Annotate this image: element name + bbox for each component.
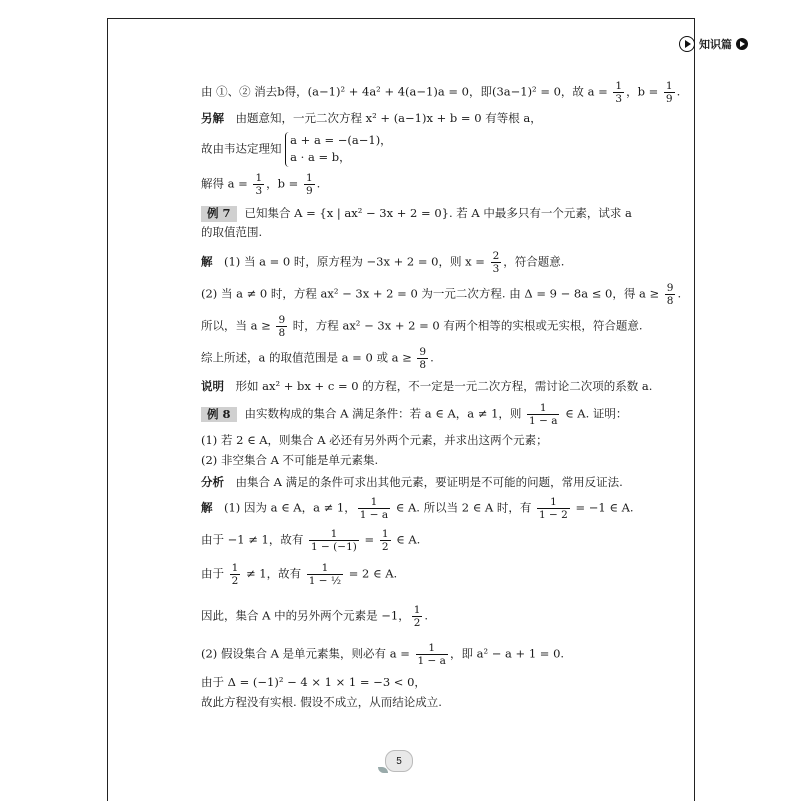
line-6: 的取值范围. xyxy=(201,225,263,239)
example-7-tag: 例 7 xyxy=(201,206,237,222)
line-18: 由于 $\frac{1}{2}$ ≠ 1，故有 $\frac{1}{\text{1 − ½}}$ = 2 ∈ A. xyxy=(201,562,398,588)
line-4: 解得 a = $\frac{1}{3}$ ，b = $\frac{1}{9}$ . xyxy=(201,172,321,198)
line-19: 因此，集合 A 中的另外两个元素是 −1， $\frac{1}{2}$ . xyxy=(201,604,429,630)
page-number-badge xyxy=(385,750,413,772)
line-11: 说明 形如 ax² + bx + c = 0 的方程，不一定是一元二次方程，需讨论二次项的系数 a. xyxy=(201,379,653,393)
line-1: 由 ①、② 消去b得，(a−1)² + 4a² + 4(a−1)a = 0，即(3a−1)² = 0，故 a = $\frac{1}{3}$ ，b = $\frac{1}{9}$ . xyxy=(201,80,681,106)
line-2: 另解 由题意知，一元二次方程 x² + (a−1)x + b = 0 有等根 a， xyxy=(201,111,542,125)
vieta-system: a + a = −(a−1)， a · a = b， xyxy=(285,132,392,167)
line-14: (2) 非空集合 A 不可能是单元素集. xyxy=(201,453,379,467)
line-5: 例 7 已知集合 A = {x | ax² − 3x + 2 = 0}. 若 A 中最多只有一个元素，试求 a xyxy=(201,206,632,222)
section-title: 知识篇 xyxy=(699,38,732,51)
line-9: 所以，当 a ≥ $\frac{9}{8}$ 时，方程 ax² − 3x + 2 = 0 有两个相等的实根或无实根，符合题意. xyxy=(201,314,643,340)
line-21: 由于 Δ = (−1)² − 4 × 1 × 1 = −3 < 0， xyxy=(201,675,426,689)
line-22: 故此方程没有实根. 假设不成立，从而结论成立. xyxy=(201,695,442,709)
page-number: 5 xyxy=(396,755,402,767)
line-17: 由于 −1 ≠ 1，故有 $\frac{1}{1 - (-1)}$ = $\frac{1}{2}$ ∈ A. xyxy=(201,528,421,554)
example-8-tag: 例 8 xyxy=(201,407,237,423)
line-7: 解 (1) 当 a = 0 时，原方程为 −3x + 2 = 0，则 x = $\frac{2}{3}$ ，符合题意. xyxy=(201,250,565,276)
line-13: (1) 若 2 ∈ A，则集合 A 必还有另外两个元素，并求出这两个元素； xyxy=(201,433,548,447)
line-20: (2) 假设集合 A 是单元素集，则必有 a = $\frac{1}{1 - a}$ ，即 a² − a + 1 = 0. xyxy=(201,642,565,668)
line-12: 例 8 由实数构成的集合 A 满足条件：若 a ∈ A，a ≠ 1，则 $\frac{1}{1 - a}$ ∈ A. 证明： xyxy=(201,402,627,427)
line-8: (2) 当 a ≠ 0 时，方程 ax² − 3x + 2 = 0 为一元二次方程. 由 Δ = 9 − 8a ≤ 0，得 a ≥ $\frac{9}{8}$ . xyxy=(201,282,682,308)
play-small-icon xyxy=(736,38,748,50)
play-icon xyxy=(679,36,695,52)
line-16: 解 (1) 因为 a ∈ A，a ≠ 1， $\frac{1}{1 - a}$ ∈ A. 所以当 2 ∈ A 时，有 $\frac{1}{1 - 2}$ = −1 ∈ A. xyxy=(201,496,634,522)
line-3: 故由韦达定理知 a + a = −(a−1)， a · a = b， xyxy=(201,132,392,167)
section-header xyxy=(679,36,748,52)
line-10: 综上所述，a 的取值范围是 a = 0 或 a ≥ $\frac{9}{8}$ . xyxy=(201,346,434,372)
line-15: 分析 由集合 A 满足的条件可求出其他元素，要证明是不可能的问题，常用反证法. xyxy=(201,475,623,489)
page-footer xyxy=(382,748,416,774)
